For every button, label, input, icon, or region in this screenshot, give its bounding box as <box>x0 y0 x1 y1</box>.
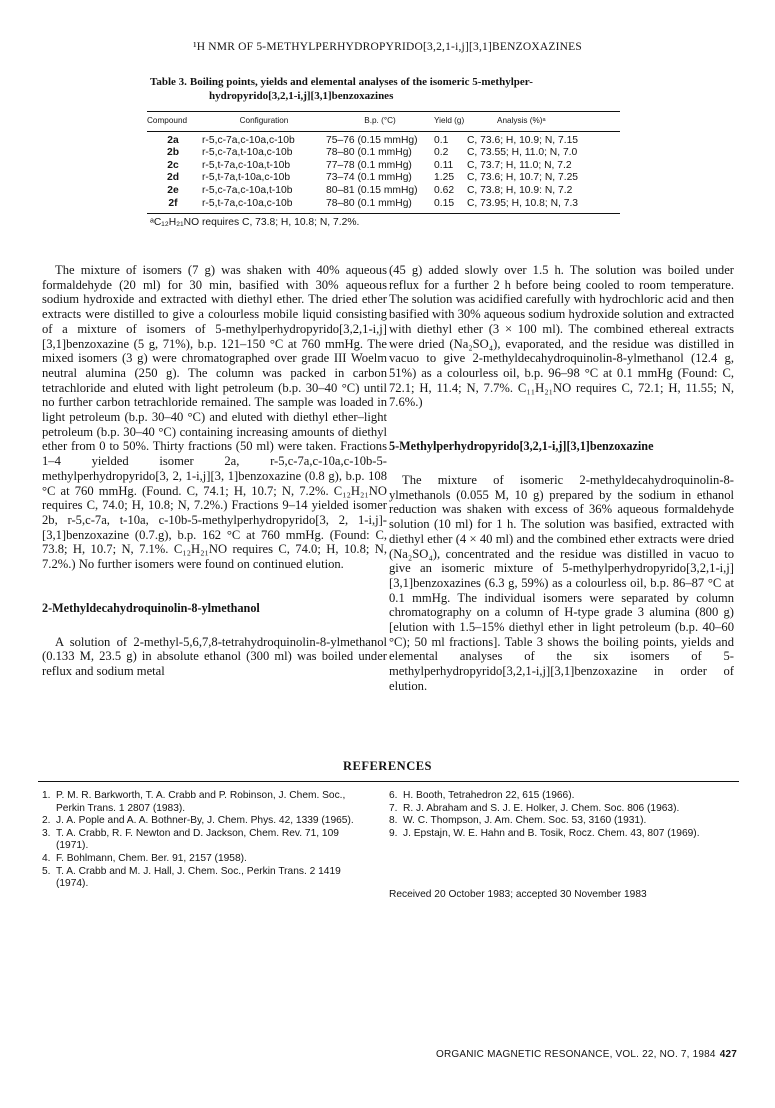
reference-number: 5. <box>42 865 51 877</box>
cell-compound: 2c <box>167 159 179 171</box>
table-row <box>147 198 620 214</box>
page-footer <box>436 1049 737 1060</box>
cell-configuration: r-5,t-7a,c-10a,t-10b <box>202 159 291 171</box>
cell-configuration: r-5,c-7a,t-10a,c-10b <box>202 147 293 159</box>
references-right <box>389 790 734 840</box>
reference-text: F. Bohlmann, Chem. Ber. 91, 2157 (1958). <box>56 852 247 864</box>
reference-text: J. Epstajn, W. E. Hahn and B. Tosik, Rocz. Chem. 43, 807 (1969). <box>403 827 700 839</box>
cell-bp: 75–76 (0.15 mmHg) <box>326 134 418 146</box>
cell-yield: 1.25 <box>434 172 455 184</box>
left-column <box>42 263 387 679</box>
experimental-paragraph-3: (45 g) added slowly over 1.5 h. The solution was boiled under reflux for a further 2 h before being cooled to room temperature. The solution was acidified carefully with hydrochloric acid and then basified with 30% aqueous sodium hydroxide solution and extracted with diethyl ether (3 × 100 ml). The combined ethereal extracts were dried (Na₂SO₄), evaporated, and the residue was distilled in vacuo to give 2-methyldecahydroquinolin-8-ylmethanol (12.4 g, 51%) as a colourless oil, b.p. 96–98 °C at 0.1 mmHg (Found: C, 72.1; H, 11.4; N, 7.7%. C₁₁H₂₁NO requires C, 72.1; H, 11.55; N, 7.6%.) <box>389 263 734 410</box>
right-column <box>389 263 734 694</box>
reference-number: 2. <box>42 815 51 827</box>
reference-number: 9. <box>389 827 398 839</box>
cell-configuration: r-5,c-7a,c-10a,t-10b <box>202 184 293 196</box>
reference-item <box>389 790 734 803</box>
reference-number: 8. <box>389 815 398 827</box>
reference-number: 4. <box>42 852 51 864</box>
cell-bp: 80–81 (0.15 mmHg) <box>326 184 418 196</box>
reference-number: 3. <box>42 827 51 839</box>
table-3 <box>147 75 620 228</box>
references-rule <box>38 781 739 782</box>
received-date: Received 20 October 1983; accepted 30 November 1983 <box>389 889 647 900</box>
cell-bp: 78–80 (0.1 mmHg) <box>326 147 412 159</box>
reference-item <box>389 815 734 828</box>
cell-yield: 0.15 <box>434 197 455 209</box>
cell-yield: 0.2 <box>434 147 449 159</box>
section-heading-benzoxazine: 5-Methylperhydropyrido[3,2,1-i,j][3,1]benzoxazine <box>389 439 654 454</box>
header-bp: B.p. (°C) <box>364 116 396 125</box>
reference-text: H. Booth, Tetrahedron 22, 615 (1966). <box>403 790 575 801</box>
cell-bp: 73–74 (0.1 mmHg) <box>326 172 412 184</box>
cell-bp: 78–80 (0.1 mmHg) <box>326 197 412 209</box>
reference-item <box>389 803 734 816</box>
cell-configuration: r-5,t-7a,t-10a,c-10b <box>202 172 291 184</box>
table-row <box>147 172 620 185</box>
reference-item <box>42 828 372 853</box>
cell-compound: 2d <box>166 172 180 184</box>
reference-text: P. M. R. Barkworth, T. A. Crabb and P. Robinson, J. Chem. Soc., Perkin Trans. 1 2807 (1983). <box>56 790 346 814</box>
reference-number: 1. <box>42 790 51 801</box>
experimental-paragraph-1: The mixture of isomers (7 g) was shaken with 40% aqueous formaldehyde (20 ml) for 30 min, basified with 30% aqueous sodium hydroxide and extracted with diethyl ether. The dried ether extracts were distilled to give a colourless mobile liquid consisting of a mixture of isomers of 5-methylperhydropyrido[3,2,1-i,j][3,1]benzoxazine (5 g, 71%), b.p. 121–150 °C at 760 mmHg. The mixed isomers (3 g) were chromatographed over grade III Woelm neutral alumina (250 g). The column was packed in carbon tetrachloride and eluted with light petroleum (b.p. 30–40 °C) until no further carbon tetrachloride remained. The sample was loaded in light petroleum (b.p. 30–40 °C) and eluted with diethyl ether–light petroleum (b.p. 30–40 °C) containing increasing amounts of diethyl ether from 0 to 50%. Thirty fractions (50 ml) were taken. Fractions 1–4 yielded isomer 2a, r-5,c-7a,c-10a,c-10b-5-methylperhydropyrido[3, 2, 1-i,j][3, 1]benzoxazine (0.8 g), b.p. 108 °C at 760 mmHg. (Found. C, 74.1; H, 10.7; N, 7.2%. C₁₂H₂₁NO requires C, 74.0; H, 10.8; N, 7.2%.) Fractions 9–14 yielded isomer 2b, r-5,c-7a, t-10a, c-10b-5-methylperhydropyrido[3, 2, 1-i,j]-[3,1]benzoxazine (0.7.g), b.p. 162 °C at 760 mmHg. (Found: C, 73.8; H, 10.7; N, 7.1%. C₁₂H₂₁NO requires C, 74.0; H, 10.8; N, 7.2%.) No further isomers were found on continued elution. <box>42 263 387 572</box>
cell-yield: 0.1 <box>434 134 449 146</box>
reference-text: T. A. Crabb and M. J. Hall, J. Chem. Soc., Perkin Trans. 2 1419 (1974). <box>56 865 341 890</box>
table-row <box>147 147 620 160</box>
page-number: 427 <box>719 1049 737 1060</box>
experimental-paragraph-4: The mixture of isomeric 2-methyldecahydroquinolin-8-ylmethanols (0.055 M, 10 g) prepared by the sodium in ethanol reduction was shaken with excess of 36% aqueous formaldehyde solution (10 ml) for 1 h. The solution was basified, extracted with diethyl ether (4 × 40 ml) and the combined ether extracts were dried (Na₂SO₄), concentrated and the residue was distilled in vacuo to give an isomeric mixture of 5-methylperhydropyrido[3,2,1-i,j][3,1]benzoxazines (6.3 g, 59%) as a colourless oil, b.p. 86–87 °C at 0.1 mmHg. The individual isomers were separated by column chromatography on a column of H-type grade 3 alumina (800 g) [elution with 1.5–15% diethyl ether in light petroleum (b.p. 40–60 °C); 50 ml fractions]. Table 3 shows the boiling points, yields and elemental analyses of the six isomers of 5-methylperhydropyrido[3,2,1-i,j][3,1]benzoxazine in order of elution. <box>389 473 734 693</box>
table-caption-line2: hydropyrido[3,2,1-i,j][3,1]benzoxazines <box>209 90 394 102</box>
journal-info: ORGANIC MAGNETIC RESONANCE, VOL. 22, NO. 7, 1984 <box>436 1049 716 1060</box>
table-header-row <box>147 112 620 131</box>
cell-configuration: r-5,t-7a,c-10a,c-10b <box>202 197 293 209</box>
cell-compound: 2e <box>167 184 179 196</box>
references-heading: REFERENCES <box>342 759 433 773</box>
section-heading-methanol: 2-Methyldecahydroquinolin-8-ylmethanol <box>42 600 260 615</box>
reference-text: R. J. Abraham and S. J. E. Holker, J. Chem. Soc. 806 (1963). <box>403 802 680 814</box>
reference-item <box>42 866 372 891</box>
cell-yield: 0.62 <box>434 184 455 196</box>
table-label: Table 3. <box>150 76 187 88</box>
cell-analysis: C, 73.6; H, 10.9; N, 7.15 <box>467 134 579 146</box>
cell-analysis: C, 73.8; H, 10.9: N, 7.2 <box>467 184 573 196</box>
reference-item <box>42 853 372 866</box>
table-row <box>147 160 620 173</box>
cell-analysis: C, 73.6; H, 10.7; N, 7.25 <box>467 172 579 184</box>
table-row <box>147 132 620 148</box>
reference-text: T. A. Crabb, R. F. Newton and D. Jackson, Chem. Rev. 71, 109 (1971). <box>56 827 339 852</box>
cell-configuration: r-5,c-7a,c-10a,c-10b <box>202 134 295 146</box>
table-caption <box>147 75 620 103</box>
reference-number: 6. <box>389 790 398 801</box>
cell-compound: 2b <box>166 147 180 159</box>
table-footnote: ᵃC₁₂H₂₁NO requires C, 73.8; H, 10.8; N, 7.2%. <box>150 217 360 229</box>
cell-compound: 2f <box>168 197 178 209</box>
cell-yield: 0.11 <box>434 159 454 171</box>
table-caption-line1: Boiling points, yields and elemental analyses of the isomeric 5-methylper- <box>189 76 533 88</box>
reference-text: W. C. Thompson, J. Am. Chem. Soc. 53, 3160 (1931). <box>403 815 647 827</box>
header-analysis: Analysis (%)ᵃ <box>497 116 546 125</box>
references-left <box>42 790 372 891</box>
data-table <box>147 112 620 213</box>
reference-number: 7. <box>389 802 398 814</box>
cell-compound: 2a <box>167 134 179 146</box>
header-compound: Compound <box>147 116 188 125</box>
cell-analysis: C, 73.7; H, 11.0; N, 7.2 <box>467 159 572 171</box>
running-head: ¹H NMR OF 5-METHYLPERHYDROPYRIDO[3,2,1-i,j][3,1]BENZOXAZINES <box>193 41 582 53</box>
cell-analysis: C, 73.95; H, 10.8; N, 7.3 <box>467 197 579 209</box>
experimental-paragraph-2: A solution of 2-methyl-5,6,7,8-tetrahydroquinolin-8-ylmethanol (0.133 M, 23.5 g) in absolute ethanol (300 ml) was boiled under reflux and sodium metal <box>42 634 387 679</box>
header-yield: Yield (g) <box>434 116 465 125</box>
table-row <box>147 185 620 198</box>
reference-item <box>389 828 734 841</box>
cell-bp: 77–78 (0.1 mmHg) <box>326 159 412 171</box>
header-configuration: Configuration <box>239 116 289 125</box>
reference-item <box>42 815 372 828</box>
cell-analysis: C, 73.55; H, 11.0; N, 7.0 <box>467 147 578 159</box>
reference-text: J. A. Pople and A. A. Bothner-By, J. Chem. Phys. 42, 1339 (1965). <box>56 815 354 827</box>
reference-item <box>42 790 372 815</box>
